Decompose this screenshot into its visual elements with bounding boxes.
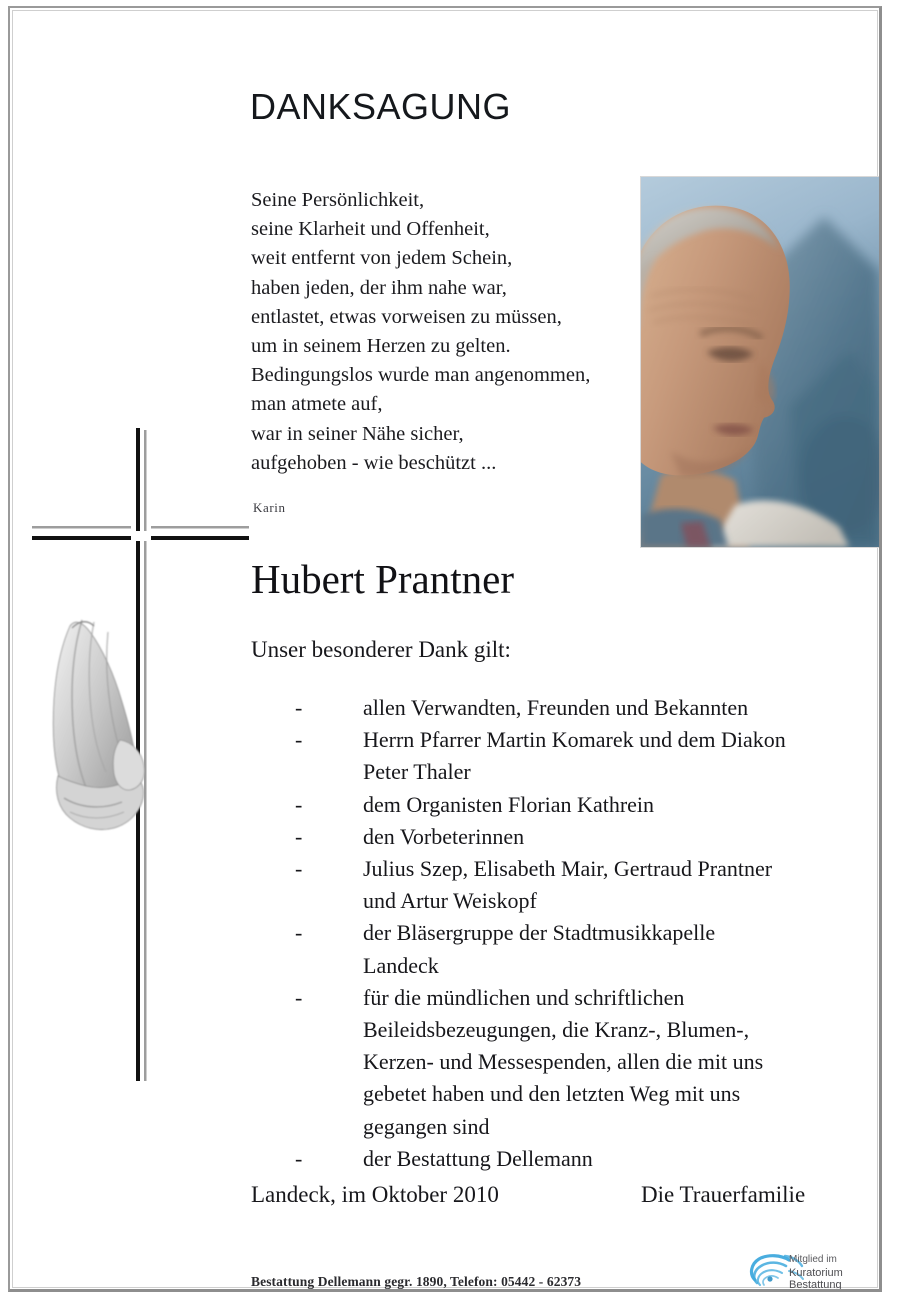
portrait-photo [640,176,880,548]
list-item [251,821,876,853]
cross-and-praying-hands-graphic [24,408,254,1108]
list-item-line: Peter Thaler [363,759,471,785]
poem-line: seine Klarheit und Offenheit, [251,218,490,241]
poem-line: Seine Persönlichkeit, [251,189,425,211]
list-item-line: allen Verwandten, Freunden und Bekannten [363,695,749,720]
list-bullet: - [295,1145,303,1171]
list-bullet: - [295,727,303,753]
list-item [251,853,876,917]
mourning-family-label: Die Trauerfamilie [641,1182,806,1207]
logo-line-1: Mitglied im [789,1254,837,1265]
cross-vertical-gray-lower [144,541,147,1081]
list-item-line: dem Organisten Florian Kathrein [363,791,655,817]
poem-line: war in seiner Nähe sicher, [251,422,464,445]
list-bullet: - [295,984,303,1010]
list-item-line: für die mündlichen und schriftlichen [363,984,685,1010]
list-item-line: Julius Szep, Elisabeth Mair, Gertraud Prantner [363,856,773,882]
closing-line [251,1182,871,1208]
cross-horizontal-black-right [151,536,249,540]
kuratorium-bestattung-logo [745,1248,880,1292]
poem-line: entlastet, etwas vorweisen zu müssen, [251,305,562,328]
portrait-image [641,177,879,547]
list-item-line: Landeck [363,952,439,978]
poem-block [251,186,651,478]
list-item [251,692,876,724]
praying-hands-icon [53,620,144,830]
list-bullet: - [295,920,303,946]
thanks-intro-text: Unser besonderer Dank gilt: [251,637,511,662]
cross-vertical-gray-upper [144,430,147,531]
cross-horizontal-gray-right [151,526,249,529]
logo-line-2: Kuratorium Bestattung [789,1266,843,1291]
poem-line: man atmete auf, [251,393,383,416]
logo-text-block [789,1254,880,1292]
cross-vertical-black-upper [136,428,140,531]
deceased-name: Hubert Prantner [251,556,514,602]
list-item [251,1143,876,1175]
page-title: DANKSAGUNG [250,86,512,127]
list-bullet: - [295,856,303,882]
list-item-line: gebetet haben und den letzten Weg mit uns [363,1081,741,1107]
list-bullet: - [295,695,303,720]
cross-horizontal-gray-left [32,526,131,529]
list-item [251,724,876,788]
thanks-list [251,692,876,1175]
list-bullet: - [295,791,303,817]
list-item-line: der Bläsergruppe der Stadtmusikkapelle [363,920,716,946]
list-item-line: Herrn Pfarrer Martin Komarek und dem Diakon [363,727,786,753]
list-item-line: gegangen sind [363,1113,490,1139]
poem-line: haben jeden, der ihm nahe war, [251,276,507,299]
poem-line: weit entfernt von jedem Schein, [251,247,513,270]
list-bullet: - [295,823,303,849]
list-item-line: Beileidsbezeugungen, die Kranz-, Blumen-, [363,1017,750,1043]
place-and-date: Landeck, im Oktober 2010 [251,1182,499,1207]
card-sheet [8,6,882,1292]
poem-line: aufgehoben - wie beschützt ... [251,451,497,474]
poem-line: um in seinem Herzen zu gelten. [251,335,511,358]
footer-imprint: Bestattung Dellemann gegr. 1890, Telefon: 05442 - 62373 [251,1274,582,1289]
list-item-line: der Bestattung Dellemann [363,1145,593,1171]
list-item-line: den Vorbeterinnen [363,823,525,849]
list-item [251,789,876,821]
list-item [251,917,876,981]
list-item-line: und Artur Weiskopf [363,888,537,914]
cross-horizontal-black-left [32,536,131,540]
list-item [251,982,876,1143]
poem-line: Bedingungslos wurde man angenommen, [251,364,591,387]
list-item-line: Kerzen- und Messespenden, allen die mit uns [363,1049,764,1075]
poem-attribution: Karin [253,500,286,515]
